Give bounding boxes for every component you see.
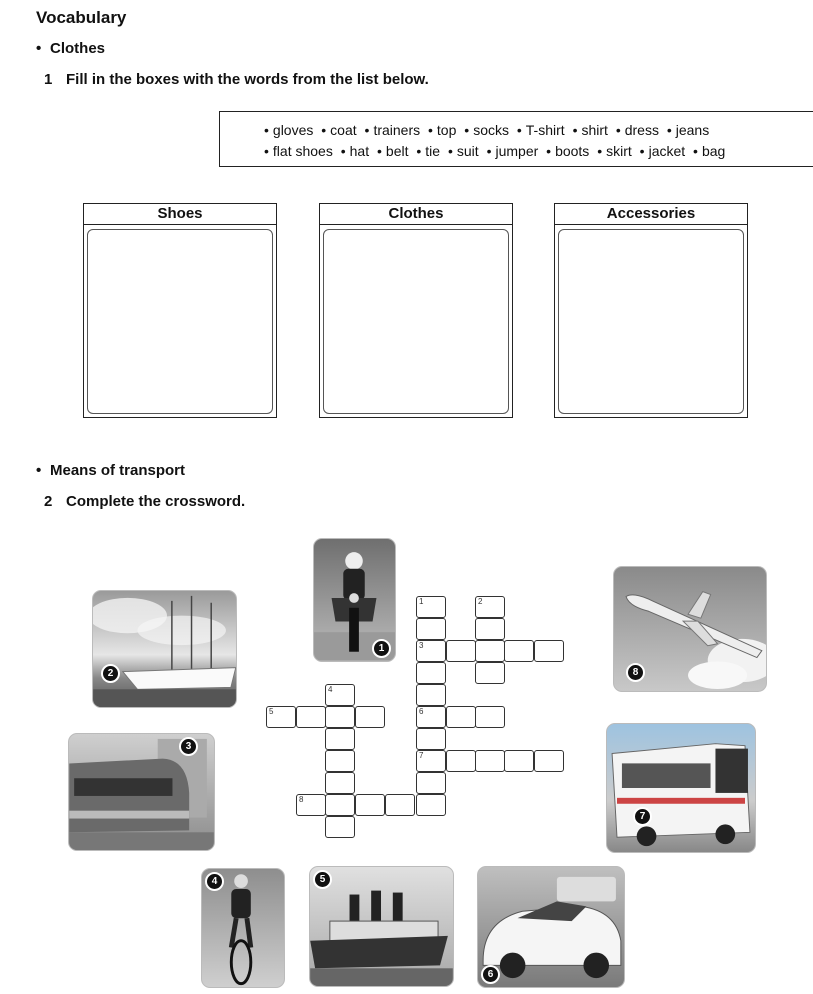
crossword-cell[interactable] [325, 816, 355, 838]
crossword-cell[interactable] [416, 640, 446, 662]
category-header: Clothes [320, 204, 512, 225]
crossword-clue-number: 2 [478, 597, 483, 606]
crossword-cell[interactable] [504, 750, 534, 772]
plane-photo [613, 566, 767, 692]
category-box-shoes[interactable] [83, 203, 277, 418]
motorbike-photo [313, 538, 396, 662]
task-2-instruction: 2 Complete the crossword. [44, 493, 246, 510]
crossword-cell[interactable] [504, 640, 534, 662]
section-heading-transport: • Means of transport [36, 462, 186, 479]
word-list-item: • dress [612, 122, 659, 138]
category-header: Accessories [555, 204, 747, 225]
crossword-cell[interactable] [534, 750, 564, 772]
crossword-cell[interactable] [446, 706, 476, 728]
section-heading-clothes: • Clothes [36, 40, 106, 57]
crossword-clue-number: 3 [419, 641, 424, 650]
crossword-cell[interactable] [416, 706, 446, 728]
sailing-ship-photo [92, 590, 237, 708]
word-list-item: • coat [317, 122, 356, 138]
sailing-ship-icon [93, 591, 236, 707]
crossword-cell[interactable] [325, 684, 355, 706]
task-1-instruction: 1 Fill in the boxes with the words from the list below. [44, 71, 429, 88]
ocean-liner-photo [309, 866, 454, 987]
word-list-item: • shirt [569, 122, 608, 138]
crossword-cell[interactable] [355, 794, 385, 816]
word-list-item: • jumper [483, 143, 539, 159]
bicycle-photo [201, 868, 285, 988]
crossword-clue-number: 1 [419, 597, 424, 606]
category-writing-area[interactable] [323, 229, 509, 414]
category-box-accessories[interactable] [554, 203, 748, 418]
crossword-clue-number: 8 [299, 795, 304, 804]
category-header: Shoes [84, 204, 276, 225]
word-list-item: • boots [542, 143, 589, 159]
word-list-line-1 [260, 120, 813, 141]
car-photo [477, 866, 625, 988]
word-list-item: • gloves [260, 122, 313, 138]
photo-number-badge: 5 [313, 870, 332, 889]
word-list-item: • tie [412, 143, 440, 159]
crossword-clue-number: 4 [328, 685, 333, 694]
crossword-clue-number: 6 [419, 707, 424, 716]
photo-number-badge: 7 [633, 807, 652, 826]
photo-number-badge: 1 [372, 639, 391, 658]
car-icon [478, 867, 624, 987]
photo-number-badge: 3 [179, 737, 198, 756]
crossword-cell[interactable] [534, 640, 564, 662]
photo-number-badge: 8 [626, 663, 645, 682]
crossword-cell[interactable] [416, 596, 446, 618]
crossword-cell[interactable] [416, 728, 446, 750]
word-list-item: • hat [337, 143, 369, 159]
word-list-item: • T-shirt [513, 122, 565, 138]
word-list-item: • socks [460, 122, 509, 138]
word-list-item: • flat shoes [260, 143, 333, 159]
crossword-cell[interactable] [325, 772, 355, 794]
crossword-cell[interactable] [325, 728, 355, 750]
word-list-item: • skirt [593, 143, 632, 159]
bullet-icon: • [36, 462, 42, 479]
tram-photo [68, 733, 215, 851]
crossword-cell[interactable] [325, 794, 355, 816]
crossword-cell[interactable] [416, 618, 446, 640]
crossword-cell[interactable] [475, 662, 505, 684]
crossword-cell[interactable] [296, 794, 326, 816]
crossword-cell[interactable] [475, 640, 505, 662]
word-list-item: • bag [689, 143, 725, 159]
crossword-cell[interactable] [475, 596, 505, 618]
crossword-clue-number: 5 [269, 707, 274, 716]
bus-icon [607, 724, 755, 852]
crossword-cell[interactable] [475, 618, 505, 640]
word-list-box [219, 111, 813, 167]
crossword-cell[interactable] [446, 640, 476, 662]
crossword-cell[interactable] [266, 706, 296, 728]
bus-photo [606, 723, 756, 853]
photo-number-badge: 6 [481, 965, 500, 984]
crossword-cell[interactable] [416, 662, 446, 684]
category-writing-area[interactable] [558, 229, 744, 414]
category-box-clothes[interactable] [319, 203, 513, 418]
crossword-cell[interactable] [475, 750, 505, 772]
word-list-item: • jacket [636, 143, 685, 159]
crossword-cell[interactable] [416, 794, 446, 816]
crossword-cell[interactable] [416, 750, 446, 772]
crossword-cell[interactable] [475, 706, 505, 728]
crossword-cell[interactable] [325, 750, 355, 772]
word-list-item: • top [424, 122, 456, 138]
crossword-cell[interactable] [446, 750, 476, 772]
bullet-icon: • [36, 40, 42, 57]
ocean-liner-icon [310, 867, 453, 986]
crossword-cell[interactable] [325, 706, 355, 728]
crossword-clue-number: 7 [419, 751, 424, 760]
crossword-cell[interactable] [296, 706, 326, 728]
crossword-cell[interactable] [385, 794, 415, 816]
crossword-cell[interactable] [355, 706, 385, 728]
crossword-cell[interactable] [416, 772, 446, 794]
word-list-item: • belt [373, 143, 408, 159]
photo-number-badge: 2 [101, 664, 120, 683]
crossword-cell[interactable] [416, 684, 446, 706]
photo-number-badge: 4 [205, 872, 224, 891]
page-title: Vocabulary [36, 8, 127, 27]
category-writing-area[interactable] [87, 229, 273, 414]
word-list-item: • suit [444, 143, 479, 159]
word-list-line-2 [260, 141, 813, 162]
word-list-item: • jeans [663, 122, 709, 138]
word-list-item: • trainers [361, 122, 421, 138]
